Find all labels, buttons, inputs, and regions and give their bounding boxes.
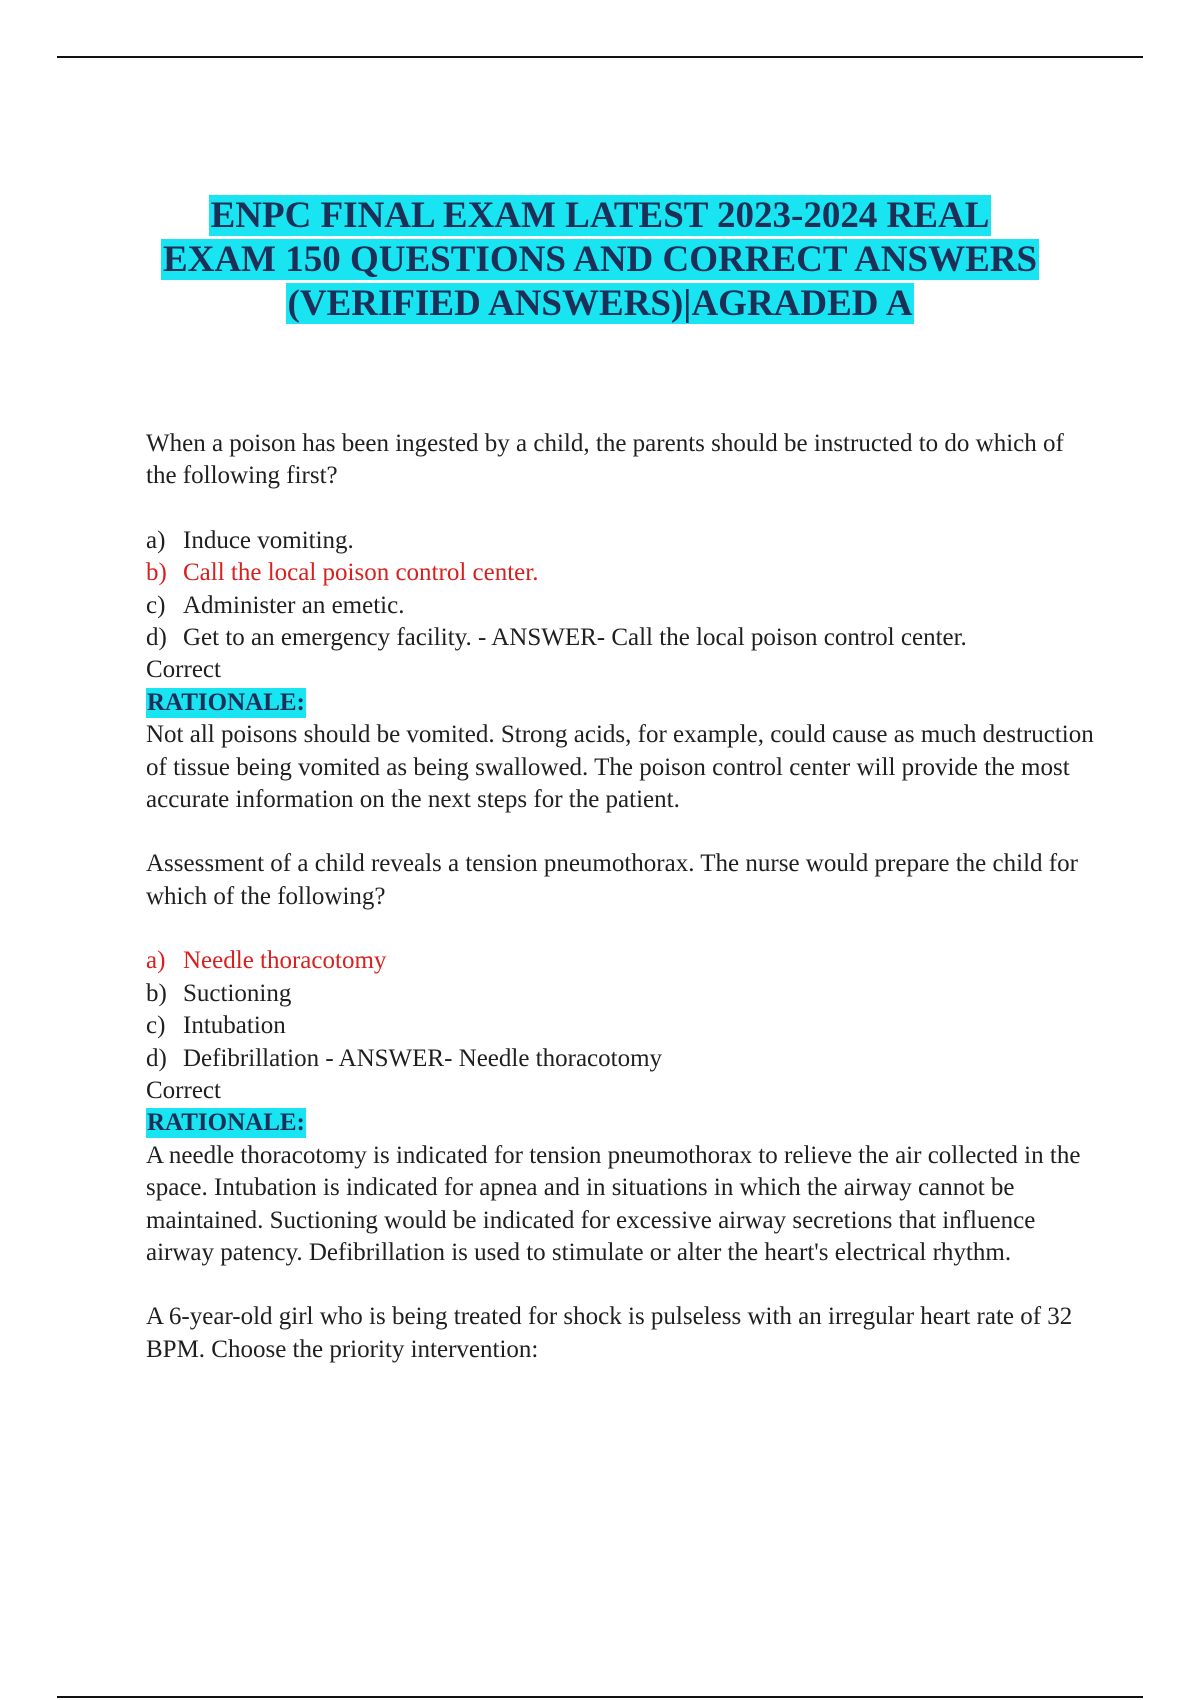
question-text: Assessment of a child reveals a tension pneumothorax. The nurse would prepare the child for which of the following? bbox=[146, 850, 1078, 910]
option-a: a) Induce vomiting. bbox=[146, 526, 354, 554]
title-line-2: EXAM 150 QUESTIONS AND CORRECT ANSWERS bbox=[162, 239, 1038, 280]
question-2 bbox=[146, 848, 1096, 1269]
rationale-text: Not all poisons should be vomited. Strong acids, for example, could cause as much destruction of tissue being vomited as being swallowed. The poison control center will provide the most accurate information on the next steps for the patient. bbox=[146, 721, 1094, 814]
option-c: c) Intubation bbox=[146, 1012, 286, 1040]
answer-options bbox=[146, 525, 1096, 655]
exam-content bbox=[146, 428, 1096, 1366]
correct-label: Correct bbox=[146, 656, 221, 684]
rationale-heading: RATIONALE: bbox=[147, 688, 305, 716]
option-b-correct: b) Call the local poison control center. bbox=[146, 559, 539, 587]
document-title bbox=[60, 194, 1140, 326]
option-a-correct: a) Needle thoracotomy bbox=[146, 947, 387, 975]
question-text: When a poison has been ingested by a child, the parents should be instructed to do which of the following first? bbox=[146, 430, 1064, 490]
option-b: b) Suctioning bbox=[146, 979, 292, 1007]
question-text: A 6-year-old girl who is being treated for shock is pulseless with an irregular heart rate of 32 BPM. Choose the priority intervention: bbox=[146, 1303, 1073, 1363]
answer-options bbox=[146, 945, 1096, 1075]
option-c: c) Administer an emetic. bbox=[146, 591, 405, 619]
rationale-text: A needle thoracotomy is indicated for tension pneumothorax to relieve the air collected in the space. Intubation is indicated for apnea and in situations in which the airway cannot be maintained. Suctioning would be indicated for excessive airway secretions that influence airway patency. Defibrillation is used to stimulate or alter the heart's electrical rhythm. bbox=[146, 1141, 1081, 1266]
top-rule bbox=[57, 56, 1143, 58]
title-line-3: (VERIFIED ANSWERS)|AGRADED A bbox=[287, 283, 913, 324]
question-3 bbox=[146, 1301, 1096, 1366]
question-1 bbox=[146, 428, 1096, 816]
bottom-rule bbox=[57, 1696, 1143, 1698]
correct-label: Correct bbox=[146, 1076, 221, 1104]
rationale-heading: RATIONALE: bbox=[147, 1109, 305, 1137]
title-line-1: ENPC FINAL EXAM LATEST 2023-2024 REAL bbox=[210, 195, 990, 236]
option-d: d) Get to an emergency facility. - ANSWER- Call the local poison control center. bbox=[146, 624, 967, 652]
option-d: d) Defibrillation - ANSWER- Needle thoracotomy bbox=[146, 1044, 663, 1072]
